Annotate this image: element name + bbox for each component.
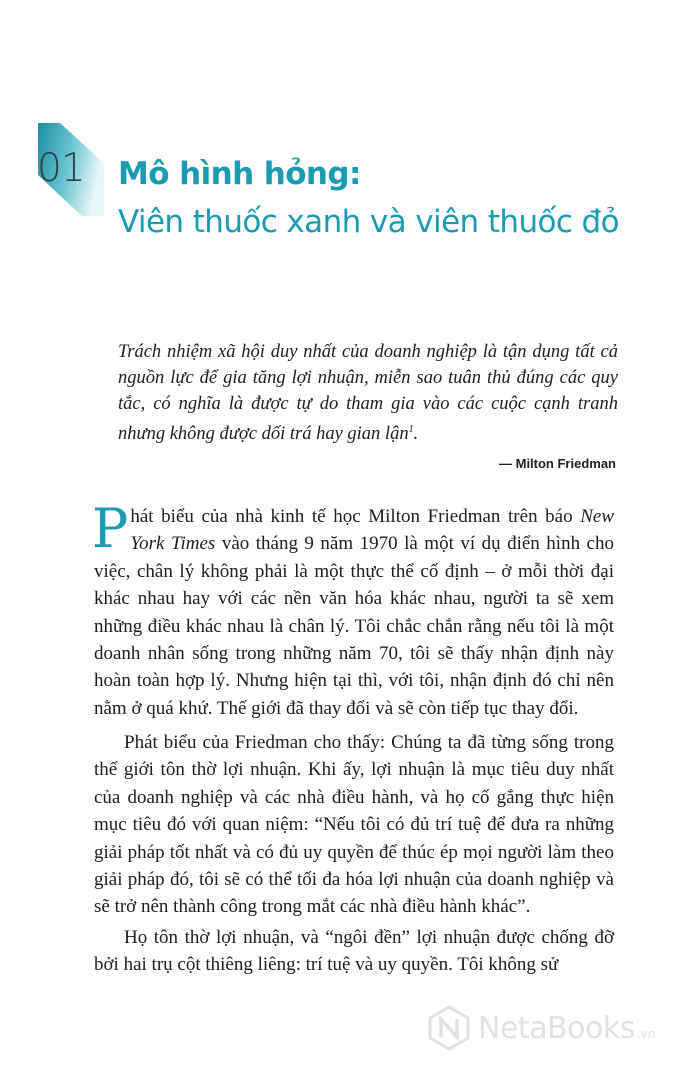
publication-title: New York Times (130, 506, 614, 555)
netabooks-logo-icon (428, 1005, 470, 1051)
epigraph-quote (118, 339, 618, 447)
body-paragraph-2: Phát biểu của Friedman cho thấy: Chúng ta đã từng sống trong thế giới tôn thờ lợi nhuận. Khi ấy, lợi nhuận là mục tiêu duy nhất của doanh nghiệp và các nhà điều hành, và họ cố gắng thực hiện mục tiêu đó với quan niệm: “Nếu tôi có đủ trí tuệ để đưa ra những giải pháp tốt nhất và có đủ uy quyền để thúc ép mọi người làm theo giải pháp đó, tôi sẽ có thể tối đa hóa lợi nhuận của doanh nghiệp và sẽ trở nên thành công trong mắt các nhà điều hành khác”. (94, 732, 614, 918)
footnote-marker[interactable]: 1 (408, 424, 414, 435)
p1-text-b: vào tháng 9 năm 1970 là một ví dụ điển hình cho việc, chân lý không phải là một thực thể cố định – ở mỗi thời đại khác nhau hay với các nền văn hóa khác nhau, người ta sẽ xem những điều khác nhau là chân lý. Tôi chắc chắn rằng nếu tôi là một doanh nhân sống trong những năm 70, tôi sẽ thấy nhận định này hoàn toàn hợp lý. Nhưng hiện tại thì, với tôi, nhận định đó chỉ nên nằm ở quá khứ. Thế giới đã thay đổi và sẽ còn tiếp tục thay đổi. (94, 533, 614, 719)
chapter-title-line2: Viên thuốc xanh và viên thuốc đỏ (118, 204, 620, 240)
chapter-title-line1: Mô hình hỏng: (118, 156, 361, 192)
body-paragraph-3: Họ tôn thờ lợi nhuận, và “ngôi đền” lợi nhuận được chống đỡ bởi hai trụ cột thiêng liêng: trí tuệ và uy quyền. Tôi không sử (94, 927, 614, 976)
epigraph-period: . (413, 424, 419, 445)
p1-text-a: hát biểu của nhà kinh tế học Milton Friedman trên báo (130, 506, 581, 527)
epigraph-text: Trách nhiệm xã hội duy nhất của doanh nghiệp là tận dụng tất cả nguồn lực để gia tăng lợi nhuận, miễn sao tuân thủ đúng các quy tắc, có nghĩa là được tự do tham gia vào các cuộc cạnh tranh nhưng không được dối trá hay gian lận (118, 342, 618, 445)
watermark-brand: NetaBooks (478, 1010, 635, 1046)
body-paragraph-1 (92, 497, 614, 722)
chapter-title (118, 150, 619, 246)
chapter-number: 01 (37, 146, 85, 191)
drop-cap: P (92, 497, 129, 560)
watermark (428, 1003, 655, 1053)
watermark-tld: .vn (636, 1027, 656, 1041)
epigraph-attribution: — Milton Friedman (499, 456, 616, 471)
